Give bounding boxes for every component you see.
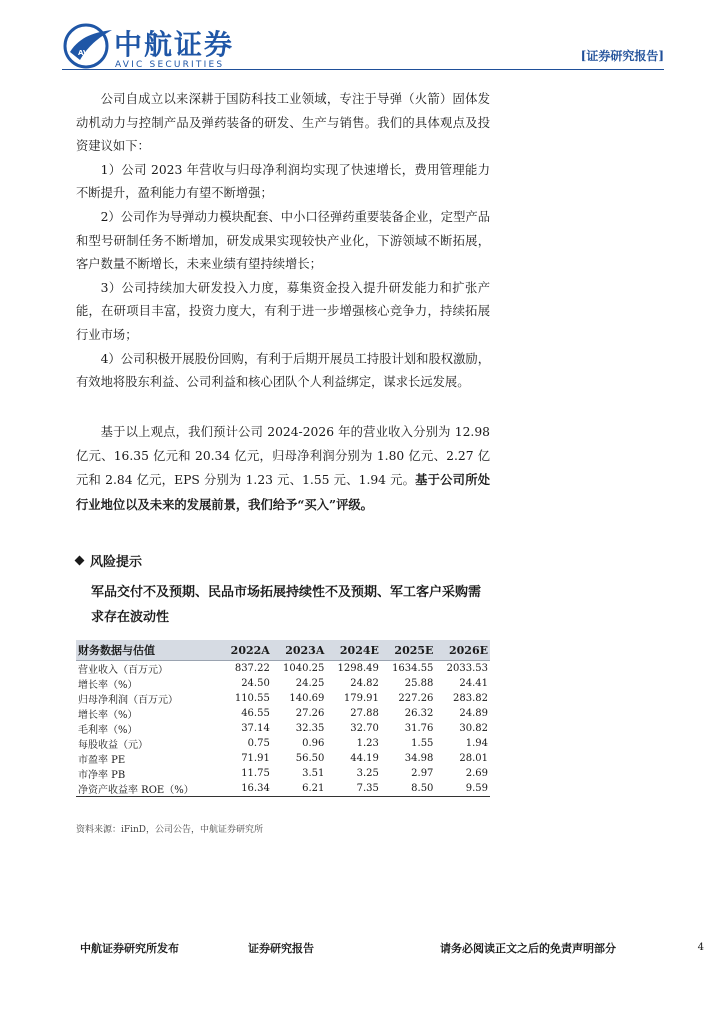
table-cell: 25.88 <box>404 678 434 689</box>
table-cell: 1634.55 <box>392 663 434 674</box>
table-cell: 3.25 <box>356 768 379 779</box>
table-cell: 34.98 <box>404 753 434 764</box>
table-cell: 37.14 <box>241 723 270 734</box>
table-cell: 8.50 <box>381 781 436 797</box>
diamond-bullet-icon <box>75 556 85 566</box>
risk-text: 军品交付不及预期、民品市场拓展持续性不及预期、军工客户采购需求存在波动性 <box>91 585 482 625</box>
report-type-tag: [证券研究报告] <box>580 49 664 63</box>
row-label: 净资产收益率 ROE（%） <box>76 781 220 797</box>
table-cell: 56.50 <box>295 753 325 764</box>
table-header-2023a: 2023A <box>272 640 327 661</box>
company-logo <box>62 22 252 72</box>
table-cell: 71.91 <box>241 753 270 764</box>
table-cell: 179.91 <box>343 693 379 704</box>
table-cell: 30.82 <box>459 723 488 734</box>
table-cell: 283.82 <box>453 693 488 704</box>
table-cell: 9.59 <box>435 781 490 797</box>
table-header-2022a: 2022A <box>220 640 272 661</box>
table-cell: 1.55 <box>411 738 434 749</box>
table-cell: 24.82 <box>350 678 379 689</box>
table-cell: 24.41 <box>459 678 488 689</box>
table-cell: 1040.25 <box>283 663 325 674</box>
forecast-text: 基于以上观点，我们预计公司 2024-2026 年的营业收入分别为 12.98 亿元、16.35 亿元和 20.34 亿元，归母净利润分别为 1.80 亿元、2.27 亿元和 2.84 亿元，EPS 分别为 1.23 元、1.55 元、1.94 元。 <box>76 425 490 488</box>
financial-table <box>76 640 490 797</box>
table-cell: 32.35 <box>295 723 325 734</box>
table-cell: 27.26 <box>295 708 325 719</box>
table-cell: 1.94 <box>465 738 488 749</box>
avic-emblem-icon <box>62 22 114 70</box>
table-row <box>76 781 490 797</box>
table-cell: 16.34 <box>220 781 272 797</box>
point-4: 4）公司积极开展股份回购，有利于后期开展员工持股计划和股权激励，有效地将股东利益、公司利益和核心团队个人利益绑定，谋求长远发展。 <box>76 351 490 390</box>
table-row <box>76 736 490 751</box>
table-cell: 2033.53 <box>446 663 488 674</box>
table-cell: 3.51 <box>302 768 325 779</box>
table-cell: 2.97 <box>411 768 434 779</box>
table-header-2024e: 2024E <box>326 640 381 661</box>
row-label: 归母净利润（百万元） <box>78 695 178 706</box>
table-cell: 24.89 <box>459 708 488 719</box>
table-cell: 32.70 <box>350 723 379 734</box>
page-number: 4 <box>697 942 704 953</box>
row-label: 每股收益（元） <box>78 740 148 751</box>
row-label: 营业收入（百万元） <box>78 665 168 676</box>
table-row <box>76 721 490 736</box>
logo-chinese-name: 中航证券 <box>114 28 235 61</box>
table-cell: 837.22 <box>234 663 270 674</box>
table-cell: 27.88 <box>350 708 379 719</box>
logo-english-name: AVIC SECURITIES <box>115 60 225 70</box>
table-header-2026e: 2026E <box>435 640 490 661</box>
table-cell: 0.96 <box>302 738 325 749</box>
table-cell: 140.69 <box>289 693 325 704</box>
table-cell: 44.19 <box>350 753 379 764</box>
table-cell: 28.01 <box>459 753 488 764</box>
table-cell: 7.35 <box>326 781 381 797</box>
table-header-label: 财务数据与估值 <box>76 640 220 661</box>
risk-heading <box>76 551 142 570</box>
table-row <box>76 676 490 691</box>
table-cell: 1.23 <box>356 738 379 749</box>
investment-view-section <box>76 88 490 395</box>
table-header-2025e: 2025E <box>381 640 436 661</box>
row-label: 市净率 PB <box>78 770 126 781</box>
footer-disclaimer-note: 请务必阅读正文之后的免责声明部分 <box>440 942 616 955</box>
table-cell: 110.55 <box>234 693 270 704</box>
table-header-row <box>76 640 490 661</box>
risk-heading-text: 风险提示 <box>90 555 143 570</box>
rating-conclusion: 基于公司所处行业地位以及未来的发展前景，我们给予“买入”评级。 <box>76 472 490 512</box>
table-cell: 24.50 <box>241 678 270 689</box>
table-cell: 2.69 <box>465 768 488 779</box>
table-cell: 227.26 <box>398 693 434 704</box>
table-cell: 24.25 <box>295 678 325 689</box>
point-3: 3）公司持续加大研发投入力度，募集资金投入提升研发能力和扩张产能，在研项目丰富，投资力度大，有利于进一步增强核心竞争力，持续拓展行业市场； <box>76 280 490 342</box>
row-label: 增长率（%） <box>78 680 138 691</box>
footer-publisher: 中航证券研究所发布 <box>80 942 179 955</box>
table-row <box>76 706 490 721</box>
table-cell: 6.21 <box>272 781 327 797</box>
forecast-paragraph <box>76 421 490 517</box>
table-row <box>76 691 490 706</box>
row-label: 毛利率（%） <box>78 725 138 736</box>
forecast-section <box>76 421 490 517</box>
row-label: 市盈率 PE <box>78 755 126 766</box>
table-row <box>76 751 490 766</box>
point-1: 1）公司 2023 年营收与归母净利润均实现了快速增长，费用管理能力不断提升，盈利能力有望不断增强； <box>76 162 490 201</box>
intro-paragraph: 公司自成立以来深耕于国防科技工业领域，专注于导弹（火箭）固体发动机动力与控制产品及弹药装备的研发、生产与销售。我们的具体观点及投资建议如下： <box>76 92 490 154</box>
table-cell: 11.75 <box>241 768 270 779</box>
table-cell: 26.32 <box>404 708 434 719</box>
table-row <box>76 661 490 677</box>
table-cell: 46.55 <box>241 708 270 719</box>
row-label: 增长率（%） <box>78 710 138 721</box>
table-cell: 31.76 <box>404 723 434 734</box>
table-cell: 0.75 <box>247 738 270 749</box>
header-divider <box>62 69 664 70</box>
emblem-text: AVIC <box>78 49 97 57</box>
table-row <box>76 766 490 781</box>
footer-report-type: 证券研究报告 <box>248 942 314 955</box>
table-source-note: 资料来源：iFinD，公司公告，中航证券研究所 <box>76 825 264 835</box>
table-cell: 1298.49 <box>337 663 379 674</box>
point-2: 2）公司作为导弹动力模块配套、中小口径弹药重要装备企业，定型产品和型号研制任务不断增加，研发成果实现较快产业化，下游领域不断拓展，客户数量不断增长，未来业绩有望持续增长； <box>76 209 490 272</box>
